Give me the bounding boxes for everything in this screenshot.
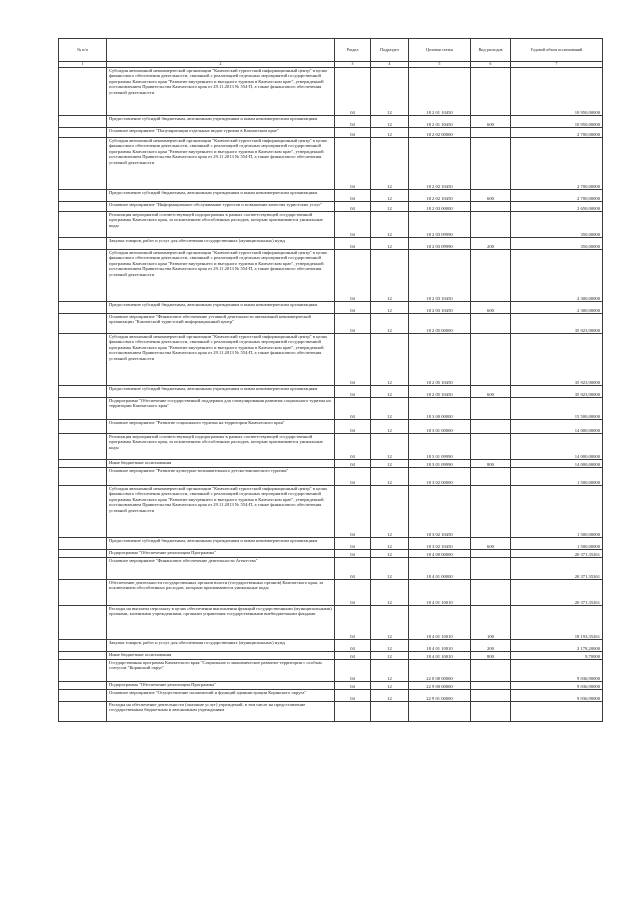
header-section: Раздел [335,39,371,62]
row-name: Субсидия автономной некоммерческой организации "Камчатский туристский информационный центр" в целях финансового обеспечения деятельности, связанной с реализацией отдельных мероприятий государственной программы Камчатского края "Развитие внутреннего и въездного туризма в Камчатском крае", утвержденной постановлением Правительства Камчатского края от 29.11.2013 № 554-П, а также финансового обеспечения уставной деятельности [107,138,335,190]
row-subsection: 12 [371,202,409,212]
row-expense-type [471,486,511,538]
row-expense-type: 600 [471,302,511,314]
row-expense-type: 600 [471,538,511,550]
row-subsection: 12 [371,68,409,116]
budget-sheet [58,38,602,722]
row-amount: 1 500,00000 [511,486,603,538]
table-row [59,138,603,190]
table-row [59,660,603,682]
row-number [59,334,107,386]
row-name: Субсидия автономной некоммерческой организации "Камчатский туристский информационный центр" в целях финансового обеспечения деятельности, связанной с реализацией отдельных мероприятий государственной программы Камчатского края "Развитие внутреннего и въездного туризма в Камчатском крае", утвержденной постановлением Правительства Камчатского края от 29.11.2013 № 554-П, а также финансового обеспечения уставной деятельности [107,334,335,386]
row-expense-type: 800 [471,460,511,468]
header-num: № п/п [59,39,107,62]
row-name: Основное мероприятие "Популяризация отдельных видов туризма в Камчатском крае" [107,128,335,138]
row-section: 04 [335,558,371,580]
table-row [59,386,603,398]
row-expense-type [471,468,511,486]
row-expense-type [471,128,511,138]
row-article: 18 4 01 10010 [409,580,471,606]
table-row [59,434,603,460]
row-number [59,68,107,116]
row-article: 18 3 00 00000 [409,398,471,420]
table-row [59,538,603,550]
row-subsection [371,702,409,722]
row-name: Расходы на обеспечение деятельности (оказание услуг) учреждений, в том числе на предоставление государственным бюджетным и автономным учреждениям [107,702,335,722]
row-subsection: 12 [371,398,409,420]
row-amount: 14 000,00000 [511,434,603,460]
row-section: 04 [335,212,371,238]
column-number: 3 [335,62,371,68]
row-amount: 14 000,00000 [511,460,603,468]
row-amount: 18 193,35261 [511,606,603,640]
table-row [59,212,603,238]
table-row [59,682,603,690]
row-amount: 35 923,90000 [511,314,603,334]
row-section: 04 [335,250,371,302]
row-number [59,652,107,660]
row-name: Подпрограмма "Обеспечение реализации Программы" [107,550,335,558]
row-article: 18 2 03 09990 [409,212,471,238]
row-section: 04 [335,640,371,652]
row-number [59,682,107,690]
row-number [59,702,107,722]
row-expense-type [471,660,511,682]
row-section: 04 [335,238,371,250]
row-number [59,386,107,398]
row-number [59,606,107,640]
row-article: 18 2 03 10450 [409,302,471,314]
row-article: 18 3 02 10450 [409,486,471,538]
row-section: 04 [335,434,371,460]
row-article: 18 4 01 10010 [409,606,471,640]
row-expense-type [471,250,511,302]
row-article: 18 2 05 10450 [409,386,471,398]
row-name: Реализация мероприятий соответствующей подпрограммы в рамках соответствующей государственной программы Камчатского края, за исключением обособленных расходов, которым присваиваются уникальные коды [107,434,335,460]
row-number [59,460,107,468]
table-row [59,250,603,302]
row-name: Предоставление субсидий бюджетным, автономным учреждениям и иным некоммерческим организациям [107,302,335,314]
table-row [59,550,603,558]
row-name: Предоставление субсидий бюджетным, автономным учреждениям и иным некоммерческим организациям [107,190,335,202]
row-section: 04 [335,116,371,128]
row-amount: 10 950,00000 [511,116,603,128]
table-row [59,702,603,722]
row-subsection: 12 [371,314,409,334]
row-amount: 10 950,00000 [511,68,603,116]
row-section: 04 [335,690,371,702]
row-number [59,202,107,212]
table-row [59,314,603,334]
row-expense-type: 600 [471,386,511,398]
row-amount: 2 700,00000 [511,128,603,138]
row-expense-type [471,682,511,690]
row-number [59,550,107,558]
column-number: 2 [107,62,335,68]
row-number [59,190,107,202]
row-amount: 35 923,90000 [511,386,603,398]
table-row [59,190,603,202]
row-amount: 14 000,00000 [511,420,603,434]
row-expense-type: 100 [471,606,511,640]
row-section: 04 [335,538,371,550]
row-expense-type [471,212,511,238]
row-section: 04 [335,420,371,434]
table-row [59,116,603,128]
table-row [59,68,603,116]
row-expense-type [471,334,511,386]
table-row [59,558,603,580]
row-expense-type [471,580,511,606]
table-row [59,302,603,314]
table-row [59,640,603,652]
row-number [59,640,107,652]
row-subsection: 12 [371,652,409,660]
table-row [59,238,603,250]
column-number: 4 [371,62,409,68]
row-subsection: 12 [371,128,409,138]
row-number [59,420,107,434]
row-section: 04 [335,682,371,690]
row-expense-type: 600 [471,190,511,202]
row-expense-type [471,690,511,702]
table-row [59,420,603,434]
row-expense-type [471,398,511,420]
row-article: 18 2 05 10450 [409,334,471,386]
row-expense-type: 200 [471,640,511,652]
row-section: 04 [335,398,371,420]
table-row [59,202,603,212]
row-amount: 9 036,90000 [511,660,603,682]
row-subsection: 12 [371,660,409,682]
row-amount: 2 300,00000 [511,302,603,314]
header-name [107,39,335,62]
row-section: 04 [335,486,371,538]
column-number: 5 [409,62,471,68]
row-amount: 350,00000 [511,212,603,238]
table-row [59,652,603,660]
row-subsection: 12 [371,606,409,640]
table-row [59,606,603,640]
row-amount: 20 371,35261 [511,580,603,606]
table-row [59,486,603,538]
row-subsection: 12 [371,558,409,580]
column-number: 6 [471,62,511,68]
row-number [59,128,107,138]
row-number [59,690,107,702]
row-article: 18 4 01 00000 [409,558,471,580]
row-expense-type [471,550,511,558]
row-subsection: 12 [371,386,409,398]
header-amount: Годовой объем ассигнований [511,39,603,62]
row-subsection: 12 [371,580,409,606]
row-subsection: 12 [371,302,409,314]
row-number [59,660,107,682]
row-expense-type [471,558,511,580]
row-article: 18 2 03 09990 [409,238,471,250]
row-name: Основное мероприятие "Развитие культурно-познавательного детско-юношеского туризма" [107,468,335,486]
row-article: 18 4 01 10010 [409,640,471,652]
row-subsection: 12 [371,212,409,238]
row-article: 18 2 05 00000 [409,314,471,334]
row-name: Основное мероприятие "Развитие социального туризма на территории Камчатского края" [107,420,335,434]
table-row [59,334,603,386]
header-subsection: Подраздел [371,39,409,62]
row-section: 04 [335,660,371,682]
row-subsection: 12 [371,550,409,558]
row-number [59,580,107,606]
row-amount: 9,70000 [511,652,603,660]
row-name: Подпрограмма "Обеспечение государственной поддержки для стимулирования развития социального туризма на территории Камчатского края" [107,398,335,420]
row-number [59,250,107,302]
row-article: 18 3 02 00000 [409,468,471,486]
table-header-row [59,39,603,62]
row-section: 04 [335,314,371,334]
row-name: Основное мероприятие "Информационное обслуживание туристов и повышение качества туристских услуг" [107,202,335,212]
row-subsection: 12 [371,468,409,486]
row-name: Государственная программа Камчатского края "Социальное и экономическое развитие территории с особым статусом "Корякский округ" [107,660,335,682]
row-expense-type [471,434,511,460]
column-number: 1 [59,62,107,68]
row-name: Обеспечение деятельности государственных органов власти (государственных органов) Камчатского края, за исключением обособленных расходов, которым присваиваются уникальные коды [107,580,335,606]
row-name: Иные бюджетные ассигнования [107,652,335,660]
row-amount: 9 036,90000 [511,682,603,690]
row-subsection: 12 [371,116,409,128]
row-expense-type: 200 [471,238,511,250]
row-article: 18 3 01 09990 [409,460,471,468]
row-subsection: 12 [371,334,409,386]
row-number [59,212,107,238]
row-expense-type [471,702,511,722]
row-article: 18 3 02 10450 [409,538,471,550]
row-name: Субсидия автономной некоммерческой организации "Камчатский туристский информационный центр" в целях финансового обеспечения деятельности, связанной с реализацией отдельных мероприятий государственной программы Камчатского края "Развитие внутреннего и въездного туризма в Камчатском крае", утвержденной постановлением Правительства Камчатского края от 29.11.2013 № 554-П, а также финансового обеспечения уставной деятельности [107,250,335,302]
table-row [59,468,603,486]
row-expense-type: 800 [471,652,511,660]
table-row [59,690,603,702]
row-article [409,702,471,722]
row-name: Основное мероприятие "Финансовое обеспечение деятельности Агентства" [107,558,335,580]
row-section: 04 [335,550,371,558]
row-article: 18 4 00 00000 [409,550,471,558]
column-number: 7 [511,62,603,68]
row-section [335,702,371,722]
row-number [59,116,107,128]
row-article: 18 2 03 00000 [409,202,471,212]
row-subsection: 12 [371,486,409,538]
row-amount: 2 178,20000 [511,640,603,652]
row-amount: 15 500,00000 [511,398,603,420]
table-row [59,460,603,468]
row-section: 04 [335,386,371,398]
row-amount: 2 700,00000 [511,190,603,202]
row-expense-type [471,202,511,212]
row-article: 18 2 02 10450 [409,190,471,202]
row-number [59,434,107,460]
row-section: 04 [335,128,371,138]
row-section: 04 [335,334,371,386]
row-article: 18 2 02 00000 [409,128,471,138]
row-subsection: 12 [371,434,409,460]
row-name: Основное мероприятие "Финансовое обеспечение уставной деятельности автономной некоммерческой организации "Камчатский туристский информационный центр" [107,314,335,334]
row-name: Предоставление субсидий бюджетным, автономным учреждениям и иным некоммерческим организациям [107,386,335,398]
row-amount: 35 923,90000 [511,334,603,386]
row-name: Иные бюджетные ассигнования [107,460,335,468]
row-section: 04 [335,460,371,468]
row-number [59,314,107,334]
row-amount: 350,00000 [511,238,603,250]
row-section: 04 [335,580,371,606]
row-number [59,302,107,314]
row-amount: 1 500,00000 [511,538,603,550]
row-name: Подпрограмма "Обеспечение реализации Программы" [107,682,335,690]
row-section: 04 [335,302,371,314]
row-expense-type [471,314,511,334]
row-article: 18 4 01 10010 [409,652,471,660]
row-article: 18 3 01 00000 [409,420,471,434]
row-section: 04 [335,606,371,640]
table-row [59,398,603,420]
row-number [59,538,107,550]
row-expense-type [471,138,511,190]
row-amount: 2 300,00000 [511,250,603,302]
row-name: Закупка товаров, работ и услуг для обеспечения государственных (муниципальных) нужд [107,238,335,250]
row-name: Расходы на выплаты персоналу в целях обеспечения выполнения функций государственными (муниципальными) органами, казенными учреждениями, органами управления государственными внебюджетными фондами [107,606,335,640]
row-section: 04 [335,652,371,660]
row-section: 04 [335,68,371,116]
row-name: Предоставление субсидий бюджетным, автономным учреждениям и иным некоммерческим организациям [107,116,335,128]
row-name: Субсидия автономной некоммерческой организации "Камчатский туристский информационный центр" в целях финансового обеспечения деятельности, связанной с реализацией отдельных мероприятий государственной программы Камчатского края "Развитие внутреннего и въездного туризма в Камчатском крае", утвержденной постановлением Правительства Камчатского края от 29.11.2013 № 554-П, а также финансового обеспечения уставной деятельности [107,68,335,116]
row-section: 04 [335,138,371,190]
row-section: 04 [335,202,371,212]
row-section: 04 [335,468,371,486]
row-name: Основное мероприятие "Осуществление полномочий и функций администрации Корякского округа" [107,690,335,702]
row-amount: 2 700,00000 [511,138,603,190]
row-subsection: 12 [371,460,409,468]
row-expense-type [471,420,511,434]
row-subsection: 12 [371,538,409,550]
row-article: 18 2 03 10450 [409,250,471,302]
row-name: Предоставление субсидий бюджетным, автономным учреждениям и иным некоммерческим организациям [107,538,335,550]
row-article: 22 0 00 00000 [409,660,471,682]
row-article: 18 2 01 10450 [409,68,471,116]
row-amount: 20 371,35261 [511,550,603,558]
row-number [59,558,107,580]
row-article: 18 3 01 09990 [409,434,471,460]
row-subsection: 12 [371,682,409,690]
row-amount: 1 500,00000 [511,468,603,486]
table-row [59,580,603,606]
row-subsection: 12 [371,640,409,652]
row-number [59,486,107,538]
row-expense-type [471,68,511,116]
row-article: 22 9 00 00000 [409,682,471,690]
table-row [59,128,603,138]
row-article: 18 2 01 10450 [409,116,471,128]
row-section: 04 [335,190,371,202]
row-subsection: 12 [371,690,409,702]
row-expense-type: 600 [471,116,511,128]
row-article: 22 9 01 00000 [409,690,471,702]
row-subsection: 12 [371,238,409,250]
row-amount: 9 036,90000 [511,690,603,702]
row-name: Закупка товаров, работ и услуг для обеспечения государственных (муниципальных) нужд [107,640,335,652]
row-subsection: 12 [371,250,409,302]
row-name: Субсидия автономной некоммерческой организации "Камчатский туристский информационный центр" в целях финансового обеспечения деятельности, связанной с реализацией отдельных мероприятий государственной программы Камчатского края "Развитие внутреннего и въездного туризма в Камчатском крае", утвержденной постановлением Правительства Камчатского края от 29.11.2013 № 554-П, а также финансового обеспечения уставной деятельности [107,486,335,538]
budget-table [58,38,603,722]
row-name: Реализация мероприятий соответствующей подпрограммы в рамках соответствующей государственной программы Камчатского края, за исключением обособленных расходов, которым присваиваются уникальные коды [107,212,335,238]
row-number [59,238,107,250]
row-subsection: 12 [371,190,409,202]
row-number [59,138,107,190]
header-expense-type: Вид расходов [471,39,511,62]
row-subsection: 12 [371,420,409,434]
row-number [59,468,107,486]
row-amount [511,702,603,722]
row-amount: 20 371,35261 [511,558,603,580]
row-article: 18 2 02 10450 [409,138,471,190]
row-subsection: 12 [371,138,409,190]
row-amount: 2 650,00000 [511,202,603,212]
header-article: Целевая статья [409,39,471,62]
row-number [59,398,107,420]
